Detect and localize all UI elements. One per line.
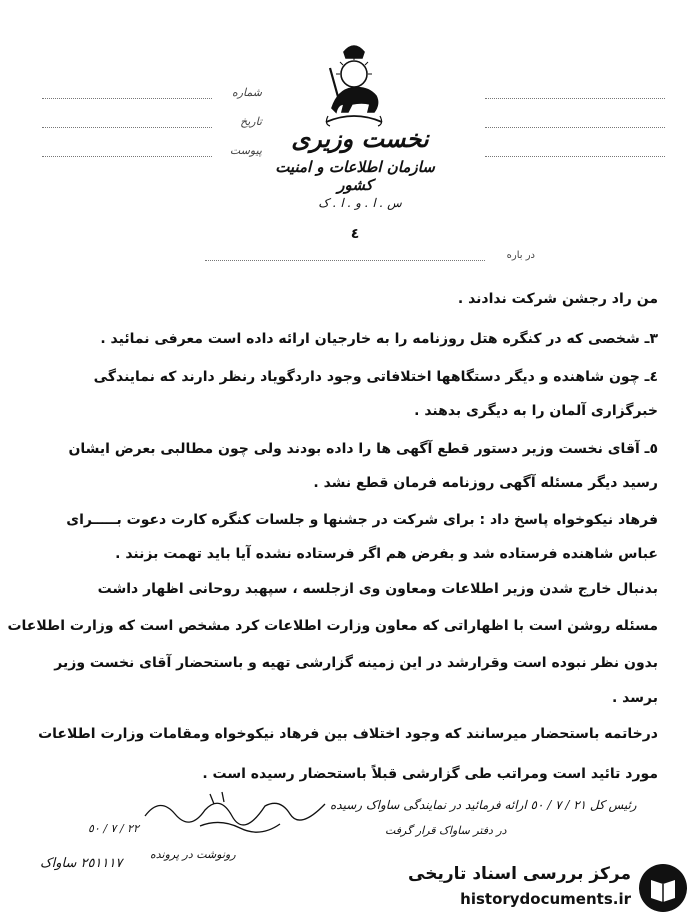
body-line: ٥ـ آقای نخست وزیر دستور قطع آگهی ها را داده بودند ولی چون مطالبی بعرض ایشان [68, 441, 658, 457]
watermark-url: historydocuments.ir [460, 890, 631, 908]
handwritten-note: رئیس کل ٢١ / ٧ / ٥٠ ارائه فرمائید در نمایندگی ساواک رسیده [330, 798, 637, 812]
attachment-label: پیوست [229, 144, 262, 157]
handwritten-note: ٢٢ / ٧ / ٥٠ [88, 822, 139, 835]
body-line: من راد رجشن شرکت ندادند . [457, 291, 658, 307]
page-number: ٤ [350, 226, 360, 242]
watermark [408, 860, 693, 916]
body-line: عباس شاهنده فرستاده شد و بفرض هم اگر فرستاده نشده آیا باید تهمت بزنند . [115, 546, 658, 562]
watermark-title: مرکز بررسی اسناد تاریخی [408, 864, 631, 884]
body-line: خبرگزاری آلمان را به دیگری بدهند . [414, 403, 658, 419]
number-label: شماره [231, 86, 262, 99]
lion-and-sun-emblem-icon [318, 38, 390, 128]
reference-code: س . ا . و . ا . ک [318, 196, 402, 210]
book-logo-icon [637, 862, 689, 914]
body-line: بدون نظر نبوده است وقرارشد در این زمینه گزارشی تهیه و باستحضار آقای نخست وزیر [54, 655, 658, 671]
org-subtitle: سازمان اطلاعات و امنیت کشور [275, 158, 435, 194]
signature-scribble [140, 786, 330, 836]
right-header-line [485, 156, 665, 157]
body-line: مسئله روشن است با اظهاراتی که معاون وزارت اطلاعات کرد مشخص است که وزارت اطلاعات [7, 618, 658, 634]
subject-field [205, 250, 535, 266]
subject-label: در باره [506, 250, 535, 261]
number-line [42, 98, 212, 99]
body-line: فرهاد نیکوخواه پاسخ داد : برای شرکت در جشنها و جلسات کنگره کارت دعوت بـــــرای [66, 512, 658, 528]
date-label: تاریخ [240, 115, 262, 128]
body-line: ٤ـ چون شاهنده و دیگر دستگاهها اختلافاتی وجود داردگویاد رنظر دارند که نمایندگی [93, 369, 658, 385]
org-title: نخست وزیری [291, 124, 429, 153]
body-line: مورد تائید است ومراتب طی گزارشی قبلاً باستحضار رسیده است . [202, 766, 658, 782]
attachment-field [42, 144, 262, 164]
right-header-line [485, 98, 665, 99]
date-field [42, 115, 262, 135]
handwritten-note: در دفتر ساواک قرار گرفت [385, 824, 507, 837]
body-line: ٣ـ شخصی که در کنگره هتل روزنامه را به خارجیان ارائه داده است معرفی نمائید . [100, 331, 658, 347]
date-line [42, 127, 212, 128]
body-line: رسید دیگر مسئله آگهی روزنامه فرمان قطع نشد . [313, 475, 658, 491]
body-line: برسد . [611, 690, 658, 706]
subject-line [205, 260, 485, 261]
attachment-line [42, 156, 212, 157]
handwritten-note: ٢٥١١١٧ ساواک [40, 856, 123, 871]
right-header-line [485, 127, 665, 128]
body-line: بدنبال خارج شدن وزیر اطلاعات ومعاون وی ازجلسه ، سپهبد روحانی اظهار داشت [97, 581, 658, 597]
handwritten-note: رونوشت در پرونده [150, 848, 236, 861]
body-line: درخاتمه باستحضار میرسانند که وجود اختلاف بین فرهاد نیکوخواه ومقامات وزارت اطلاعات [38, 726, 658, 742]
number-field [42, 86, 262, 106]
